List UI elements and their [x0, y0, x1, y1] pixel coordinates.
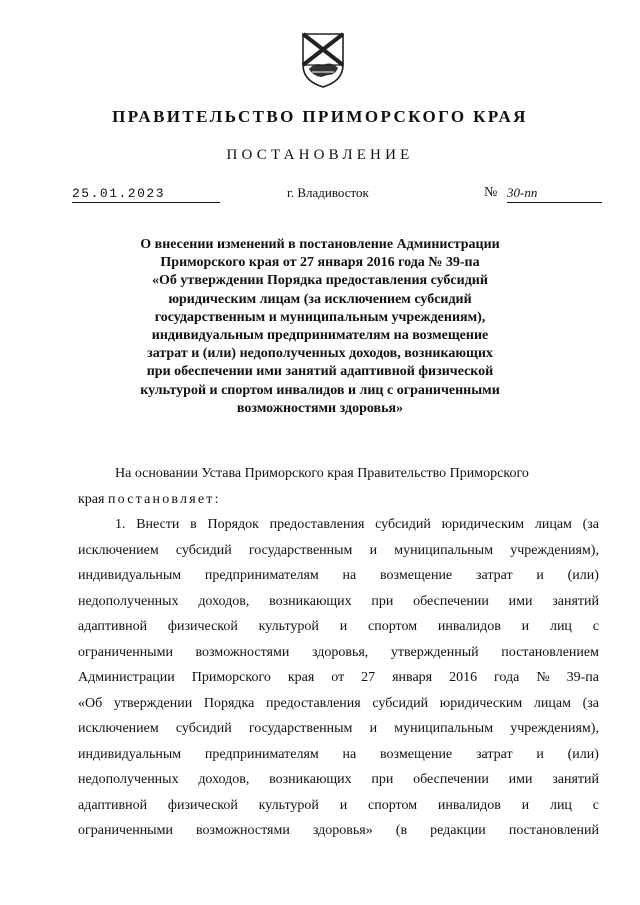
word: 39-па	[566, 670, 599, 685]
item1-line	[78, 640, 599, 666]
word: лиц	[549, 797, 572, 813]
word: и	[521, 619, 530, 634]
word: обеспечении	[413, 772, 489, 787]
word: занятий	[552, 772, 599, 787]
word: физической	[167, 797, 238, 813]
word: и	[521, 797, 530, 813]
word: редакции	[430, 823, 486, 838]
word: Приморского	[191, 670, 271, 685]
word: затрат	[475, 746, 513, 762]
document-body	[78, 461, 599, 844]
number-sign: №	[484, 185, 498, 200]
word: индивидуальным	[78, 746, 182, 762]
word: с	[592, 619, 599, 634]
title-line: индивидуальным предпринимателям на возмещение	[151, 328, 489, 344]
word: предоставления	[265, 695, 361, 711]
word: инвалидов	[437, 619, 501, 634]
date-value: 25.01.2023	[72, 186, 166, 201]
word: субсидий	[175, 721, 232, 736]
word: лицам	[534, 517, 572, 532]
document-type: ПОСТАНОВЛЕНИЕ	[226, 147, 414, 163]
word: культурой	[258, 619, 319, 634]
item1-line	[78, 767, 599, 793]
word: Порядок	[207, 517, 259, 532]
word: субсидий	[175, 542, 232, 558]
word: «Об	[78, 695, 103, 711]
title-line: «Об утверждении Порядка предоставления субсидий	[152, 273, 488, 289]
word: года	[494, 670, 520, 685]
word: и	[536, 568, 544, 583]
word: юридическим	[441, 517, 525, 532]
document-title	[110, 236, 530, 418]
word: муниципальным	[394, 542, 494, 558]
item1-line	[78, 614, 599, 640]
word: исключением	[78, 542, 159, 558]
word: 27	[361, 670, 376, 685]
word: утвержденный	[390, 644, 479, 660]
document-date	[72, 185, 220, 203]
word: учреждениям),	[510, 721, 599, 736]
document-number: 30-пп	[507, 185, 602, 203]
word: занятий	[552, 593, 599, 609]
word: субсидий	[375, 517, 431, 532]
word: предоставления	[269, 517, 365, 532]
word: января	[392, 670, 433, 685]
word: и	[339, 797, 348, 813]
coat-of-arms-icon	[299, 31, 347, 89]
word: ограниченными	[78, 644, 173, 660]
item1-line	[78, 589, 599, 615]
government-name: ПРАВИТЕЛЬСТВО ПРИМОРСКОГО КРАЯ	[112, 107, 528, 126]
document-city: г. Владивосток	[287, 185, 369, 200]
word: и	[369, 721, 378, 736]
word: спортом	[368, 619, 418, 634]
word: здоровья,	[311, 644, 369, 660]
intro-line	[78, 487, 599, 513]
word: на	[342, 568, 357, 583]
title-line: при обеспечении ими занятий адаптивной физической	[146, 364, 494, 380]
word: Администрации	[78, 670, 175, 685]
word: муниципальным	[394, 721, 494, 736]
title-line: юридическим лицам (за исключением субсидий	[168, 291, 472, 307]
item1-line	[78, 512, 599, 538]
word: адаптивной	[78, 797, 148, 813]
word: физической	[167, 619, 238, 634]
title-line: затрат и (или) недополученных доходов, возникающих	[147, 346, 493, 362]
word: в	[190, 517, 197, 532]
word: государственным	[248, 721, 353, 736]
intro-line: На основании Устава Приморского края Правительство Приморского	[115, 466, 529, 481]
word: края	[287, 670, 315, 685]
word: ими	[508, 772, 533, 787]
item1-line	[78, 538, 599, 564]
item1-line	[78, 742, 599, 768]
word: при	[371, 593, 394, 609]
word: с	[592, 797, 599, 813]
word: доходов,	[198, 772, 250, 787]
item1-line	[78, 818, 599, 844]
title-line: государственным и муниципальным учреждениям),	[154, 309, 486, 325]
word: при	[371, 772, 394, 787]
word: от	[331, 670, 345, 685]
word: ограниченными	[78, 823, 173, 838]
word: юридическим	[439, 695, 523, 711]
title-line: возможностями здоровья»	[236, 400, 404, 416]
word: учреждениям),	[510, 542, 599, 558]
word: лиц	[549, 619, 572, 634]
word: на	[342, 746, 357, 762]
word: культурой	[258, 797, 319, 813]
word: предпринимателям	[204, 746, 319, 762]
word: Внести	[136, 517, 180, 532]
intro-text: края	[78, 491, 108, 507]
word: возмещение	[380, 568, 453, 583]
word: (за	[582, 517, 599, 532]
word: (или)	[567, 568, 599, 583]
word: государственным	[248, 542, 353, 558]
word: (за	[582, 695, 599, 711]
item1-line	[78, 691, 599, 717]
word: и	[369, 542, 378, 558]
word: возникающих	[269, 772, 352, 787]
word: возможностями	[195, 644, 290, 660]
word: инвалидов	[437, 797, 501, 813]
item1-line	[78, 665, 599, 691]
word: возмещение	[380, 746, 453, 762]
word: предпринимателям	[204, 568, 319, 583]
word: постановлением	[501, 644, 599, 660]
title-line: О внесении изменений в постановление Администрации	[140, 237, 500, 252]
word: (в	[395, 823, 408, 838]
word: (или)	[567, 746, 599, 762]
word: постановлений	[508, 823, 599, 838]
item1-line	[78, 793, 599, 819]
word: и	[339, 619, 348, 634]
word: недополученных	[78, 772, 179, 787]
word: субсидий	[372, 695, 429, 711]
word: 2016	[449, 670, 478, 685]
item1-line	[78, 563, 599, 589]
word: возможностями	[196, 823, 290, 838]
word: Порядка	[203, 695, 255, 711]
word: спортом	[368, 797, 418, 813]
word: 1.	[115, 517, 126, 532]
word: №	[536, 670, 550, 685]
word: лицам	[533, 695, 571, 711]
item1-line	[78, 716, 599, 742]
word: индивидуальным	[78, 568, 182, 583]
word: и	[536, 746, 544, 762]
word: затрат	[475, 568, 513, 583]
word: возникающих	[269, 593, 352, 609]
word: адаптивной	[78, 619, 148, 634]
word: исключением	[78, 721, 159, 736]
word: обеспечении	[413, 593, 489, 609]
word: недополученных	[78, 593, 179, 609]
word: здоровья»	[312, 823, 373, 838]
title-line: культурой и спортом инвалидов и лиц с ограниченными	[140, 382, 500, 398]
word: доходов,	[198, 593, 250, 609]
word: ими	[508, 593, 533, 609]
word: утверждении	[113, 695, 193, 711]
resolves-word: постановляет:	[107, 491, 221, 507]
title-line: Приморского края от 27 января 2016 года № 39-па	[160, 255, 480, 271]
